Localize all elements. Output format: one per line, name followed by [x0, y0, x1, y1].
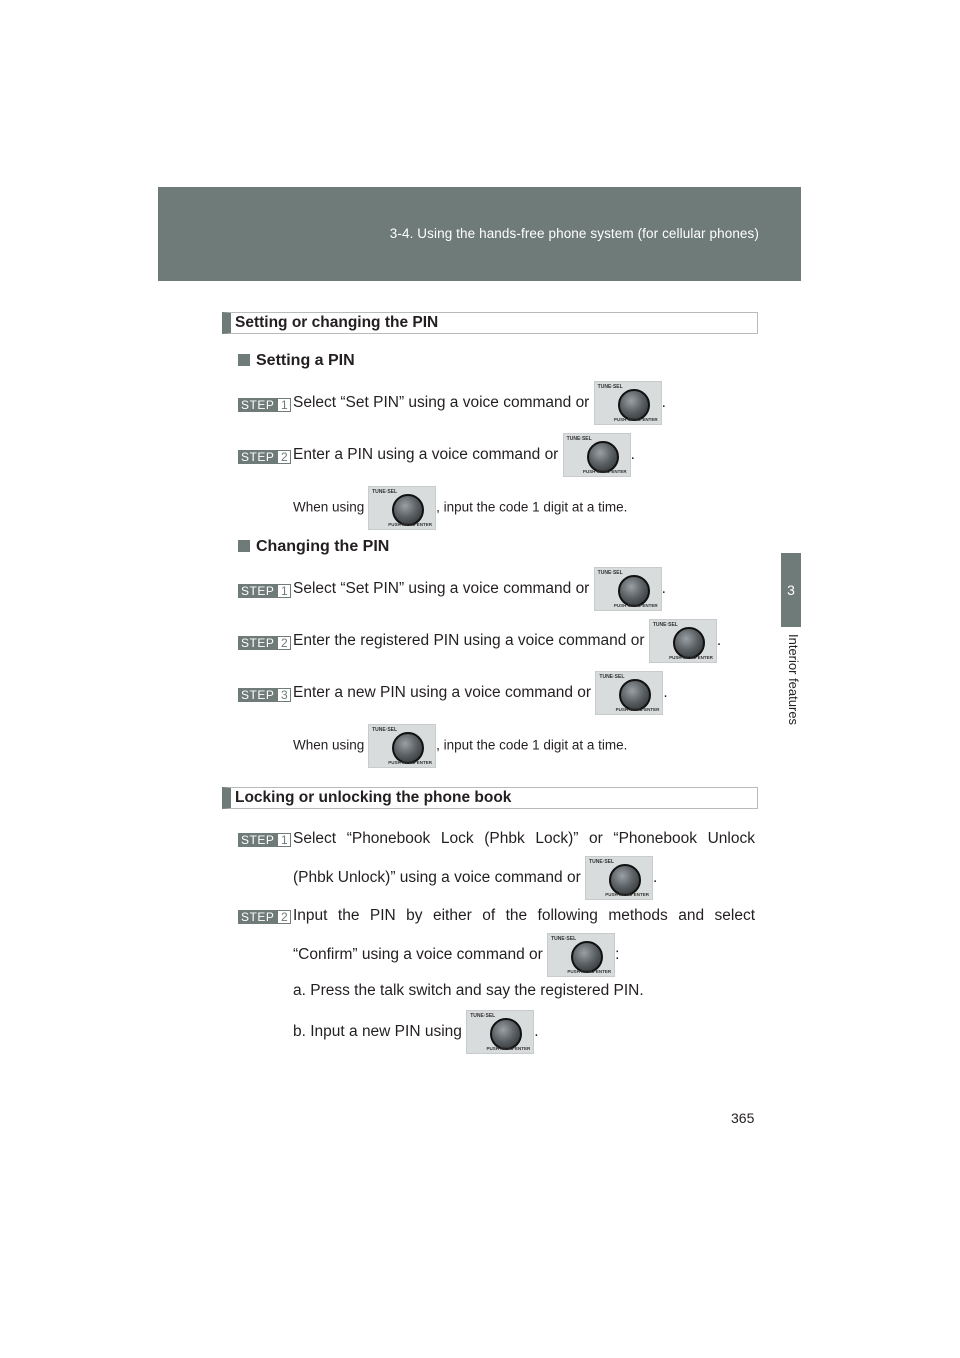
- step-text: Select “Set PIN” using a voice command or TUNE·SEL PUSH MENU·ENTER .: [293, 567, 666, 611]
- tune-sel-knob-icon: TUNE·SEL PUSH MENU·ENTER: [585, 856, 653, 900]
- chapter-label-text: Interior features: [786, 634, 801, 726]
- header-band: [158, 187, 801, 281]
- subheading-changing-pin: Changing the PIN: [238, 538, 389, 556]
- section-title-phonebook-lock: Locking or unlocking the phone book: [222, 787, 758, 809]
- step-text: Enter the registered PIN using a voice command or TUNE·SEL PUSH MENU·ENTER .: [293, 619, 721, 663]
- step-text: Select “Phonebook Lock (Phbk Lock)” or “Phonebook Unlock: [293, 830, 755, 847]
- option-a-text: a. Press the talk switch and say the registered PIN.: [293, 982, 644, 999]
- step-text: Select “Set PIN” using a voice command or TUNE·SEL PUSH MENU·ENTER .: [293, 381, 666, 425]
- step-badge: STEP 2: [238, 450, 291, 464]
- tune-sel-knob-icon: TUNE·SEL PUSH MENU·ENTER: [594, 381, 662, 425]
- tune-sel-knob-icon: TUNE·SEL PUSH MENU·ENTER: [563, 433, 631, 477]
- chapter-label: [758, 634, 828, 734]
- chapter-title: 3-4. Using the hands-free phone system (for cellular phones): [389, 226, 759, 241]
- tune-sel-knob-icon: TUNE·SEL PUSH MENU·ENTER: [649, 619, 717, 663]
- section-title-setting-pin: Setting or changing the PIN: [222, 312, 758, 334]
- tune-sel-knob-icon: TUNE·SEL PUSH MENU·ENTER: [368, 486, 436, 530]
- step-text: (Phbk Unlock)” using a voice command or TUNE·SEL PUSH MENU·ENTER .: [293, 856, 657, 900]
- step-badge: STEP 2: [238, 636, 291, 650]
- tune-sel-knob-icon: TUNE·SEL PUSH MENU·ENTER: [547, 933, 615, 977]
- option-b-text: b. Input a new PIN using TUNE·SEL PUSH MENU·ENTER .: [293, 1010, 539, 1054]
- tune-sel-knob-icon: TUNE·SEL PUSH MENU·ENTER: [594, 567, 662, 611]
- note-text: When using TUNE·SEL PUSH MENU·ENTER , input the code 1 digit at a time.: [293, 724, 627, 768]
- step-badge: STEP 1: [238, 398, 291, 412]
- page-number: 365: [731, 1110, 755, 1126]
- tune-sel-knob-icon: TUNE·SEL PUSH MENU·ENTER: [466, 1010, 534, 1054]
- tune-sel-knob-icon: TUNE·SEL PUSH MENU·ENTER: [595, 671, 663, 715]
- step-text: Input the PIN by either of the following methods and select: [293, 907, 755, 924]
- square-bullet-icon: [238, 354, 250, 366]
- square-bullet-icon: [238, 540, 250, 552]
- step-text: “Confirm” using a voice command or TUNE·SEL PUSH MENU·ENTER :: [293, 933, 619, 977]
- tune-sel-knob-icon: TUNE·SEL PUSH MENU·ENTER: [368, 724, 436, 768]
- subheading-setting-pin: Setting a PIN: [238, 352, 355, 370]
- step-badge: STEP 1: [238, 584, 291, 598]
- step-badge: STEP 3: [238, 688, 291, 702]
- step-text: Enter a new PIN using a voice command or TUNE·SEL PUSH MENU·ENTER .: [293, 671, 668, 715]
- step-text: Enter a PIN using a voice command or TUNE·SEL PUSH MENU·ENTER .: [293, 433, 635, 477]
- step-badge: STEP 1: [238, 833, 291, 847]
- note-text: When using TUNE·SEL PUSH MENU·ENTER , input the code 1 digit at a time.: [293, 486, 627, 530]
- step-badge: STEP 2: [238, 910, 291, 924]
- chapter-tab[interactable]: 3: [781, 553, 801, 627]
